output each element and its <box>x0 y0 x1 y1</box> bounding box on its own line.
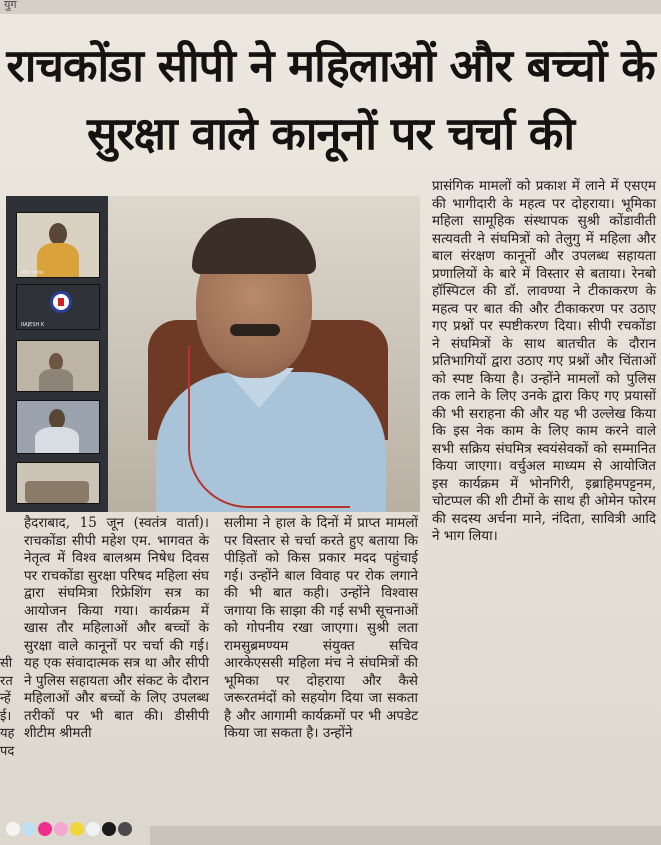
participant-thumbnail-strip <box>6 196 108 512</box>
fragment-5: यह <box>0 726 15 741</box>
speaker-mustache <box>230 324 280 336</box>
article-column-2 <box>224 515 418 743</box>
participant-thumb-2 <box>16 284 100 330</box>
column-3-text: प्रासंगिक मामलों को प्रकाश में लाने में एसएम की भागीदारी के महत्व पर दोहराया। भूमिका महिला सामूहिक संस्थापक सुश्री कोंडावीती सत्यवती ने संघमित्रों को तेलुगु में महिला और बाल संरक्षण कानूनों और उपलब्ध सहायता प्रणालियों के बारे में विस्तार से बताया। रेनबो हॉस्पिटल की डॉ. लावण्या ने टीकाकरण के महत्व पर बात की और टीकाकरण पर उठाए गए प्रश्नों पर स्पष्टीकरण दिया। सीपी रचकोंडा ने संघमित्रों के साथ बातचीत के दौरान प्रतिभागियों द्वारा उठाए गए प्रश्नों और चिंताओं को स्पष्ट किया है। उन्होंने मामलों को पुलिस तक लाने के लिए उनके द्वारा किए गए प्रयासों की भी सराहना की और यह भी उल्लेख किया कि इस नेक काम के लिए काम करने वाले सभी सक्रिय संघमित्र स्वयंसेवकों को सम्मानित किया जाएगा। वर्चुअल माध्यम से आयोजित इस कार्यक्रम में भोनगिरी, इब्राहिमपट्टनम, चोटप्पल की शी टीमों के साथ ही ओमेन फोरम की सदस्य अर्चना माने, नंदिता, सावित्री आदि ने भाग लिया। <box>432 178 656 544</box>
thumb-caption-1: महेश भगवत <box>21 270 44 276</box>
column-1-text: हैदराबाद, 15 जून (स्वतंत्र वार्ता)। राचकोंडा सीपी महेश एम. भागवत के नेतृत्व में विश्व बालश्रम निषेध दिवस पर राचकोंडा सुरक्षा परिषद महिला संघ द्वारा संघमित्रा रिफ्रेशिंग सत्र का आयोजन किया गया। कार्यक्रम में खास तौर महिलाओं और बच्चों के सुरक्षा वाले कानूनों पर चर्चा की गई। यह एक संवादात्मक सत्र था और सीपी ने पुलिस सहायता और संकट के दौरान महिलाओं और बच्चों के लिए उपलब्ध तरीकों पर भी बात की। डीसीपी शीटीम श्रीमती <box>24 515 209 741</box>
participant-thumb-1 <box>16 212 100 278</box>
fragment-4: ई। <box>0 708 12 724</box>
headline-line-1: राचकोंडा सीपी ने महिलाओं और बच्चों के <box>6 39 655 92</box>
news-photo-video-call <box>6 196 420 512</box>
registration-dot-icon <box>22 822 36 836</box>
thumb-caption-2: RAJESH K <box>21 322 45 328</box>
article-column-1 <box>24 515 209 743</box>
registration-dot-icon <box>118 822 132 836</box>
police-emblem-icon <box>50 291 72 313</box>
participant-thumb-4 <box>16 400 100 454</box>
article-column-3 <box>432 178 656 546</box>
masthead-fragment: युग <box>4 0 17 11</box>
fragment-3: न्हें <box>0 691 11 706</box>
fragment-6: पद <box>0 743 15 759</box>
registration-dot-icon <box>6 822 20 836</box>
fragment-2: रत <box>0 673 13 689</box>
earphone-wire <box>188 346 350 508</box>
registration-dot-icon <box>102 822 116 836</box>
headline-line-2: सुरक्षा वाले कानूनों पर चर्चा की <box>86 107 575 160</box>
bottom-page-strip <box>150 826 661 845</box>
participant-thumb-3 <box>16 340 100 392</box>
fragment-1: सी <box>0 656 13 671</box>
registration-dot-icon <box>86 822 100 836</box>
participant-thumb-5 <box>16 462 100 504</box>
main-speaker-image <box>108 196 420 512</box>
registration-dot-icon <box>54 822 68 836</box>
masthead-strip <box>0 0 661 14</box>
registration-dot-icon <box>70 822 84 836</box>
column-2-text: सलीमा ने हाल के दिनों में प्राप्त मामलों पर विस्तार से चर्चा करते हुए बताया कि पीड़ितों को किस प्रकार मदद पहुंचाई गई। उन्होंने बाल विवाह पर रोक लगाने की भी बात कही। उन्होंने विश्वास जगाया कि साझा की गई सभी सूचनाओं को गोपनीय रखा जाएगा। सुश्री लता रामसुब्रमण्यम संयुक्त सचिव आरकेएससी महिला मंच ने संघमित्रों की भूमिका पर दोहराया और कैसे जरूरतमंदों को सहयोग दिया जा सकता है और आगामी कार्यक्रमों पर भी अपडेट किया जा सकता है। उन्होंने <box>224 515 418 741</box>
adjacent-article-fragments <box>0 655 22 760</box>
speaker-hair <box>192 218 316 274</box>
registration-dot-icon <box>38 822 52 836</box>
